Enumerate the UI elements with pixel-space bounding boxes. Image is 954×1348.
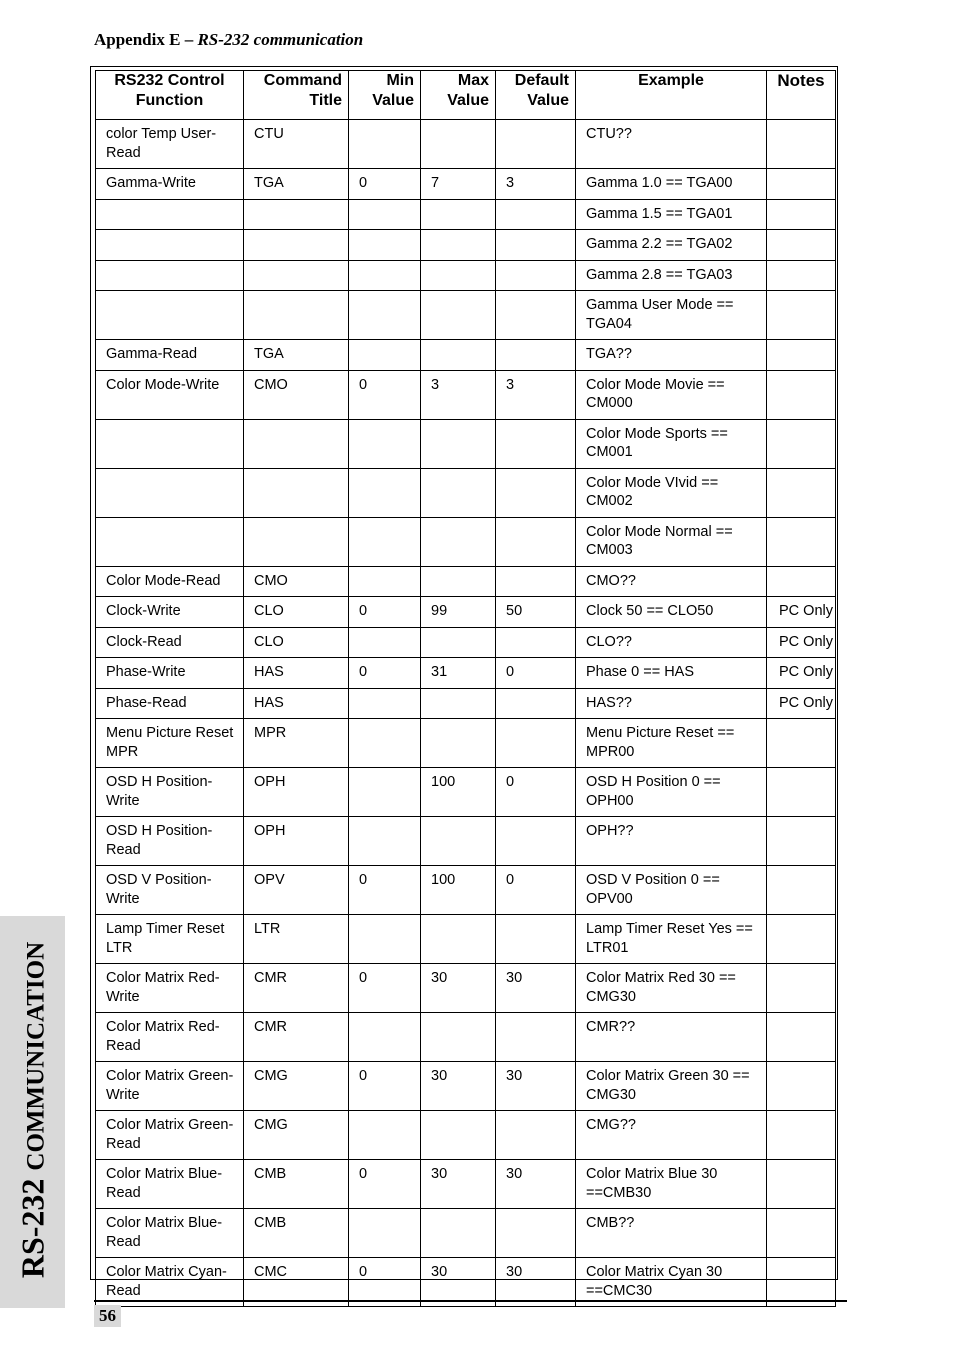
cell-max-value — [421, 260, 496, 291]
cell-notes — [767, 1160, 836, 1209]
cell-default-value: 30 — [496, 1062, 576, 1111]
cell-example: Color Mode Movie == CM000 — [576, 370, 767, 419]
cell-command-title — [244, 230, 349, 261]
cell-notes — [767, 340, 836, 371]
cell-default-value — [496, 566, 576, 597]
side-tab-word: COMMUNICATION — [22, 941, 50, 1171]
cell-default-value: 30 — [496, 964, 576, 1013]
cell-default-value — [496, 719, 576, 768]
cell-default-value — [496, 627, 576, 658]
cell-max-value — [421, 627, 496, 658]
table-row — [96, 688, 836, 719]
rs232-command-table — [95, 70, 836, 1307]
col-header-max-value: Max Value — [421, 71, 496, 120]
cell-command-title — [244, 260, 349, 291]
cell-max-value — [421, 915, 496, 964]
table-row — [96, 915, 836, 964]
table-row — [96, 199, 836, 230]
cell-function: Color Matrix Green-Read — [96, 1111, 244, 1160]
cell-command-title: TGA — [244, 340, 349, 371]
cell-min-value — [349, 419, 421, 468]
cell-min-value — [349, 120, 421, 169]
col-header-example: Example — [576, 71, 767, 120]
cell-example: HAS?? — [576, 688, 767, 719]
cell-default-value — [496, 1209, 576, 1258]
cell-command-title: TGA — [244, 169, 349, 200]
cell-example: Color Matrix Cyan 30 ==CMC30 — [576, 1258, 767, 1307]
cell-max-value: 7 — [421, 169, 496, 200]
table-row — [96, 169, 836, 200]
cell-example: Color Mode Normal == CM003 — [576, 517, 767, 566]
cell-command-title: CMG — [244, 1062, 349, 1111]
cell-function: Color Matrix Green-Write — [96, 1062, 244, 1111]
cell-command-title: CMG — [244, 1111, 349, 1160]
cell-function — [96, 468, 244, 517]
cell-min-value — [349, 688, 421, 719]
cell-max-value — [421, 688, 496, 719]
cell-default-value: 0 — [496, 866, 576, 915]
cell-min-value: 0 — [349, 597, 421, 628]
cell-example: OSD V Position 0 == OPV00 — [576, 866, 767, 915]
cell-function: Lamp Timer Reset LTR — [96, 915, 244, 964]
cell-max-value — [421, 517, 496, 566]
cell-notes — [767, 719, 836, 768]
table-row — [96, 1209, 836, 1258]
cell-example: Color Mode VIvid == CM002 — [576, 468, 767, 517]
cell-notes — [767, 120, 836, 169]
cell-command-title: CMO — [244, 566, 349, 597]
cell-min-value — [349, 1013, 421, 1062]
table-row — [96, 370, 836, 419]
col-header-min-value: Min Value — [349, 71, 421, 120]
cell-notes — [767, 169, 836, 200]
cell-default-value: 0 — [496, 658, 576, 689]
table-row — [96, 597, 836, 628]
cell-command-title — [244, 199, 349, 230]
cell-default-value: 30 — [496, 1258, 576, 1307]
cell-min-value — [349, 719, 421, 768]
page-number: 56 — [94, 1305, 121, 1327]
table-row — [96, 866, 836, 915]
cell-max-value — [421, 468, 496, 517]
cell-max-value: 30 — [421, 1258, 496, 1307]
cell-command-title: OPH — [244, 768, 349, 817]
cell-function: OSD V Position-Write — [96, 866, 244, 915]
cell-notes — [767, 468, 836, 517]
table-row — [96, 230, 836, 261]
cell-function: Color Matrix Blue-Read — [96, 1160, 244, 1209]
cell-function: OSD H Position-Write — [96, 768, 244, 817]
cell-max-value — [421, 230, 496, 261]
cell-default-value — [496, 1013, 576, 1062]
cell-min-value — [349, 817, 421, 866]
cell-function — [96, 419, 244, 468]
table-body — [96, 120, 836, 1307]
cell-max-value: 30 — [421, 964, 496, 1013]
cell-example: Gamma 2.2 == TGA02 — [576, 230, 767, 261]
table-row — [96, 340, 836, 371]
cell-max-value — [421, 1209, 496, 1258]
cell-command-title: CMR — [244, 964, 349, 1013]
cell-example: Menu Picture Reset == MPR00 — [576, 719, 767, 768]
cell-example: Phase 0 == HAS — [576, 658, 767, 689]
cell-function — [96, 199, 244, 230]
cell-notes — [767, 199, 836, 230]
col-header-command-title: Command Title — [244, 71, 349, 120]
cell-default-value — [496, 688, 576, 719]
cell-notes — [767, 768, 836, 817]
cell-default-value: 3 — [496, 169, 576, 200]
cell-default-value — [496, 260, 576, 291]
cell-example: Color Matrix Blue 30 ==CMB30 — [576, 1160, 767, 1209]
table-row — [96, 120, 836, 169]
cell-command-title — [244, 517, 349, 566]
cell-max-value: 30 — [421, 1160, 496, 1209]
cell-max-value: 3 — [421, 370, 496, 419]
cell-function — [96, 291, 244, 340]
cell-function: OSD H Position-Read — [96, 817, 244, 866]
cell-function: color Temp User-Read — [96, 120, 244, 169]
col-header-default-value: Default Value — [496, 71, 576, 120]
cell-command-title: OPH — [244, 817, 349, 866]
cell-command-title: OPV — [244, 866, 349, 915]
cell-max-value — [421, 817, 496, 866]
cell-command-title — [244, 291, 349, 340]
cell-min-value — [349, 468, 421, 517]
col-header-function: RS232 Control Function — [96, 71, 244, 120]
cell-command-title: CMB — [244, 1160, 349, 1209]
side-tab-label — [15, 942, 52, 1278]
cell-command-title: CLO — [244, 627, 349, 658]
cell-command-title: LTR — [244, 915, 349, 964]
table-row — [96, 627, 836, 658]
cell-command-title — [244, 468, 349, 517]
cell-notes — [767, 370, 836, 419]
cell-function: Color Mode-Write — [96, 370, 244, 419]
cell-example: CTU?? — [576, 120, 767, 169]
cell-function: Phase-Read — [96, 688, 244, 719]
table-row — [96, 517, 836, 566]
cell-example: Clock 50 == CLO50 — [576, 597, 767, 628]
cell-notes — [767, 291, 836, 340]
cell-notes — [767, 964, 836, 1013]
cell-example: OPH?? — [576, 817, 767, 866]
cell-command-title: CTU — [244, 120, 349, 169]
cell-default-value — [496, 120, 576, 169]
cell-command-title: HAS — [244, 688, 349, 719]
cell-min-value — [349, 230, 421, 261]
cell-function — [96, 260, 244, 291]
footer-rule — [94, 1300, 847, 1302]
cell-command-title: MPR — [244, 719, 349, 768]
cell-default-value — [496, 468, 576, 517]
appendix-subtitle: RS-232 communication — [197, 30, 364, 49]
cell-example: CMB?? — [576, 1209, 767, 1258]
table-row — [96, 468, 836, 517]
table-row — [96, 964, 836, 1013]
cell-notes: PC Only — [767, 627, 836, 658]
cell-function: Clock-Write — [96, 597, 244, 628]
cell-max-value: 100 — [421, 866, 496, 915]
cell-notes — [767, 1062, 836, 1111]
cell-default-value — [496, 817, 576, 866]
cell-function — [96, 230, 244, 261]
cell-max-value — [421, 340, 496, 371]
cell-command-title: CMR — [244, 1013, 349, 1062]
cell-example: CMO?? — [576, 566, 767, 597]
cell-default-value — [496, 915, 576, 964]
cell-notes: PC Only — [767, 597, 836, 628]
table-row — [96, 1062, 836, 1111]
cell-default-value — [496, 199, 576, 230]
cell-notes — [767, 1013, 836, 1062]
cell-notes — [767, 1111, 836, 1160]
cell-notes — [767, 230, 836, 261]
cell-min-value: 0 — [349, 1258, 421, 1307]
table-row — [96, 1160, 836, 1209]
cell-command-title: CMB — [244, 1209, 349, 1258]
table-row — [96, 768, 836, 817]
cell-min-value — [349, 260, 421, 291]
cell-default-value — [496, 517, 576, 566]
cell-min-value: 0 — [349, 1160, 421, 1209]
cell-min-value — [349, 768, 421, 817]
cell-default-value — [496, 340, 576, 371]
cell-min-value — [349, 517, 421, 566]
table-row — [96, 719, 836, 768]
cell-min-value: 0 — [349, 866, 421, 915]
cell-example: Color Matrix Red 30 == CMG30 — [576, 964, 767, 1013]
cell-min-value: 0 — [349, 964, 421, 1013]
table-row — [96, 566, 836, 597]
cell-command-title — [244, 419, 349, 468]
cell-example: TGA?? — [576, 340, 767, 371]
cell-default-value: 3 — [496, 370, 576, 419]
table-header-row — [96, 71, 836, 120]
table-row — [96, 1111, 836, 1160]
cell-example: Gamma 1.0 == TGA00 — [576, 169, 767, 200]
cell-default-value: 50 — [496, 597, 576, 628]
cell-max-value — [421, 1111, 496, 1160]
cell-function: Color Matrix Red-Write — [96, 964, 244, 1013]
table-row — [96, 291, 836, 340]
cell-function: Color Matrix Blue-Read — [96, 1209, 244, 1258]
cell-notes — [767, 419, 836, 468]
cell-example: Color Mode Sports == CM001 — [576, 419, 767, 468]
cell-example: Color Matrix Green 30 == CMG30 — [576, 1062, 767, 1111]
cell-notes — [767, 915, 836, 964]
cell-max-value: 30 — [421, 1062, 496, 1111]
cell-example: Gamma 1.5 == TGA01 — [576, 199, 767, 230]
cell-min-value: 0 — [349, 658, 421, 689]
cell-function: Color Matrix Cyan-Read — [96, 1258, 244, 1307]
cell-notes — [767, 260, 836, 291]
side-tab-prefix: RS-232 — [14, 1178, 51, 1279]
cell-min-value — [349, 915, 421, 964]
cell-min-value: 0 — [349, 1062, 421, 1111]
cell-notes: PC Only — [767, 688, 836, 719]
cell-function: Menu Picture Reset MPR — [96, 719, 244, 768]
cell-command-title: CMO — [244, 370, 349, 419]
cell-default-value — [496, 291, 576, 340]
cell-command-title: CLO — [244, 597, 349, 628]
cell-max-value: 31 — [421, 658, 496, 689]
cell-function: Clock-Read — [96, 627, 244, 658]
cell-max-value — [421, 1013, 496, 1062]
cell-function: Phase-Write — [96, 658, 244, 689]
cell-example: Gamma User Mode == TGA04 — [576, 291, 767, 340]
page-header — [94, 30, 363, 50]
cell-function: Gamma-Write — [96, 169, 244, 200]
cell-example: Lamp Timer Reset Yes == LTR01 — [576, 915, 767, 964]
cell-min-value — [349, 1209, 421, 1258]
cell-notes — [767, 817, 836, 866]
cell-example: CLO?? — [576, 627, 767, 658]
cell-example: CMR?? — [576, 1013, 767, 1062]
cell-function: Gamma-Read — [96, 340, 244, 371]
cell-min-value — [349, 566, 421, 597]
table-row — [96, 1013, 836, 1062]
cell-notes — [767, 517, 836, 566]
cell-min-value — [349, 291, 421, 340]
cell-example: OSD H Position 0 == OPH00 — [576, 768, 767, 817]
cell-notes — [767, 1209, 836, 1258]
cell-example: Gamma 2.8 == TGA03 — [576, 260, 767, 291]
appendix-label: Appendix E – — [94, 30, 198, 49]
cell-max-value — [421, 199, 496, 230]
table-row — [96, 817, 836, 866]
cell-command-title: CMC — [244, 1258, 349, 1307]
cell-max-value: 100 — [421, 768, 496, 817]
cell-max-value — [421, 566, 496, 597]
cell-min-value — [349, 340, 421, 371]
cell-max-value — [421, 120, 496, 169]
cell-default-value — [496, 419, 576, 468]
cell-default-value: 0 — [496, 768, 576, 817]
cell-function — [96, 517, 244, 566]
cell-min-value — [349, 627, 421, 658]
table-row — [96, 419, 836, 468]
cell-max-value: 99 — [421, 597, 496, 628]
col-header-notes: Notes — [767, 71, 836, 120]
cell-default-value — [496, 230, 576, 261]
cell-min-value — [349, 199, 421, 230]
cell-default-value: 30 — [496, 1160, 576, 1209]
cell-notes — [767, 566, 836, 597]
table-row — [96, 658, 836, 689]
cell-function: Color Mode-Read — [96, 566, 244, 597]
cell-min-value: 0 — [349, 370, 421, 419]
cell-min-value — [349, 1111, 421, 1160]
table-row — [96, 260, 836, 291]
cell-function: Color Matrix Red-Read — [96, 1013, 244, 1062]
cell-default-value — [496, 1111, 576, 1160]
cell-notes — [767, 866, 836, 915]
cell-min-value: 0 — [349, 169, 421, 200]
cell-notes: PC Only — [767, 658, 836, 689]
cell-max-value — [421, 291, 496, 340]
cell-command-title: HAS — [244, 658, 349, 689]
cell-example: CMG?? — [576, 1111, 767, 1160]
cell-max-value — [421, 419, 496, 468]
cell-max-value — [421, 719, 496, 768]
